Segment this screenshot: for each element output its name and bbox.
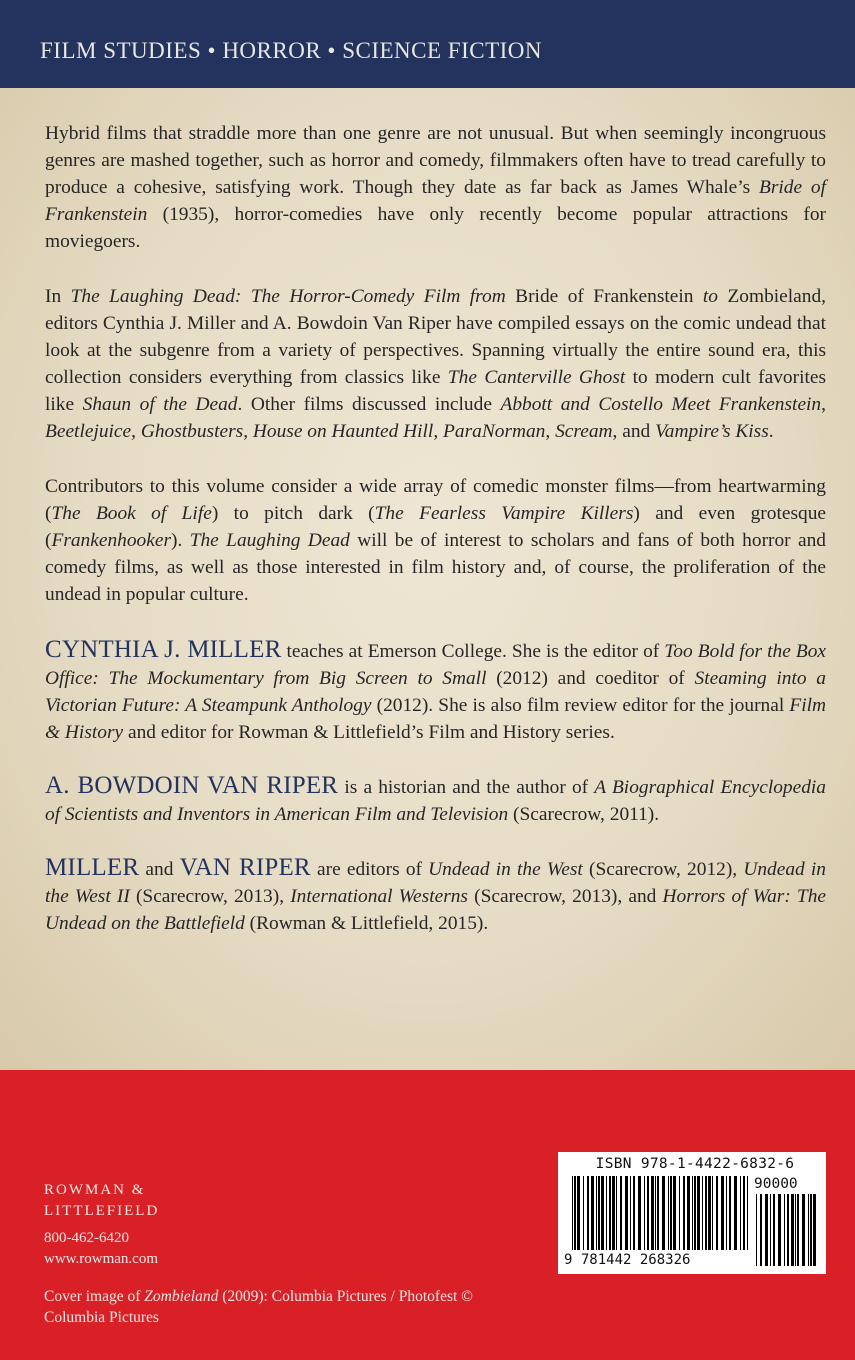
top-band <box>0 0 855 88</box>
italic-title: Beetlejuice <box>45 421 132 442</box>
text-run: to modern cult favorites like <box>45 367 826 415</box>
barcode-bar <box>726 1176 727 1250</box>
text-run: . <box>768 421 774 442</box>
barcode-bar <box>756 1194 757 1266</box>
isbn-label: ISBN 978-1-4422-6832-6 <box>595 1156 795 1172</box>
barcode-bar <box>655 1176 656 1250</box>
text-run: Bride of Frankenstein <box>505 286 703 307</box>
publisher-website: www.rowman.com <box>44 1251 159 1267</box>
publisher-contact <box>44 1228 158 1270</box>
barcode-bar <box>694 1176 696 1250</box>
author-bio-miller <box>45 636 826 746</box>
publisher-phone: 800-462-6420 <box>44 1230 129 1246</box>
italic-title: Ghostbusters <box>140 421 244 442</box>
text-run: Zombieland, editors Cynthia J. Miller and A. Bowdoin Van Riper have compiled essays on the comic undead that look at the subgenre from a variety of perspectives. Spanning virtually the entire sound era, this collection considers everything from classics like <box>45 286 826 388</box>
barcode-bar <box>773 1194 775 1266</box>
barcode-bar <box>638 1176 641 1250</box>
italic-title: International Westerns <box>290 886 468 907</box>
barcode-bar <box>797 1194 799 1266</box>
barcode-bar <box>770 1194 771 1266</box>
italic-title: The Canterville Ghost <box>447 367 626 388</box>
text-run: ) to pitch dark ( <box>211 503 375 524</box>
barcode-bar <box>721 1176 724 1250</box>
barcode-bar <box>810 1194 812 1266</box>
author-name: MILLER <box>45 854 140 881</box>
barcode-bar <box>625 1176 628 1250</box>
barcode-bar <box>808 1194 809 1266</box>
text-run: (Scarecrow, 2013), and <box>467 886 663 907</box>
italic-title: Shaun of the Dead <box>82 394 238 415</box>
barcode-bar <box>577 1176 580 1250</box>
barcode-bar <box>673 1176 676 1250</box>
text-run: Cover image of <box>44 1288 145 1305</box>
barcode-bar <box>668 1176 669 1250</box>
italic-title: ParaNorman <box>443 421 546 442</box>
text-run: , <box>821 394 826 415</box>
author-name: CYNTHIA J. MILLER <box>45 636 282 663</box>
barcode-bar <box>683 1176 685 1250</box>
italic-title: The Fearless Vampire Killers <box>374 503 634 524</box>
text-run: will be of interest to scholars and fans of both horror and comedy films, as well as those interested in film history and, of course, the proliferation of the undead in popular culture. <box>45 530 826 605</box>
author-name: VAN RIPER <box>179 854 311 881</box>
barcode-bar <box>662 1176 665 1250</box>
barcode-bar <box>705 1176 707 1250</box>
publisher-logo <box>44 1180 159 1222</box>
italic-title: Zombieland <box>144 1288 219 1305</box>
barcode-bar <box>734 1176 737 1250</box>
barcode-bar <box>679 1176 680 1250</box>
barcode-bar <box>572 1176 573 1250</box>
italic-title: to <box>702 286 718 307</box>
barcode-bar <box>647 1176 649 1250</box>
cover-image-credit <box>44 1286 504 1328</box>
barcode-bar <box>784 1194 785 1266</box>
text-run: , <box>545 421 556 442</box>
barcode-bar <box>616 1176 617 1250</box>
barcode-bar <box>601 1176 604 1250</box>
barcode-bar <box>729 1176 731 1250</box>
text-run: , <box>131 421 141 442</box>
barcode-bar <box>747 1176 748 1250</box>
barcode-bar <box>609 1176 611 1250</box>
barcode-bar <box>596 1176 597 1250</box>
italic-title: Film & History <box>45 695 826 743</box>
barcode-bar <box>598 1176 600 1250</box>
text-run: (2009): Columbia Pictures / Photofest © Columbia Pictures <box>44 1288 473 1326</box>
text-run: is a historian and the author of <box>338 777 595 798</box>
barcode-bar <box>802 1194 805 1266</box>
italic-title: Undead in the West <box>428 859 583 880</box>
text-run: , and <box>612 421 656 442</box>
barcode-bar <box>765 1194 768 1266</box>
italic-title: Undead in the West II <box>45 859 826 907</box>
barcode-bar <box>651 1176 654 1250</box>
publisher-name-line-2: LITTLEFIELD <box>44 1203 160 1219</box>
italic-title: Bride of Frankenstein <box>45 177 826 225</box>
text-run: are editors of <box>310 859 429 880</box>
barcode-bar <box>583 1176 584 1250</box>
italic-title: Frankenhooker <box>51 530 172 551</box>
blurb-paragraph-2 <box>45 283 826 445</box>
text-run: , <box>243 421 253 442</box>
italic-title: House on Haunted Hill <box>252 421 434 442</box>
isbn-barcode <box>558 1152 826 1274</box>
text-run: (Scarecrow, 2012), <box>582 859 744 880</box>
italic-title: Scream <box>555 421 613 442</box>
barcode-bar <box>670 1176 672 1250</box>
barcode-bar <box>644 1176 645 1250</box>
italic-title: Vampire’s Kiss <box>655 421 769 442</box>
text-run: and editor for Rowman & Littlefield’s Film and History series. <box>123 722 615 743</box>
text-run: , <box>433 421 444 442</box>
text-run: Contributors to this volume consider a wide array of comedic monster films—from heartwarming ( <box>45 476 826 524</box>
barcode-bar <box>630 1176 631 1250</box>
text-run: ). <box>171 530 190 551</box>
editors-note <box>45 854 826 937</box>
barcode-bar <box>620 1176 622 1250</box>
barcode-bar <box>778 1194 781 1266</box>
italic-title: A Biographical Encyclopedia of Scientists and Inventors in American Film and Television <box>45 777 826 825</box>
barcode-bar <box>702 1176 703 1250</box>
barcode-bar <box>697 1176 700 1250</box>
author-bio-van-riper <box>45 772 826 828</box>
text-run: teaches at Emerson College. She is the editor of <box>281 641 665 662</box>
barcode-bar <box>606 1176 607 1250</box>
back-cover-text <box>45 120 826 963</box>
text-run: and <box>139 859 180 880</box>
text-run: (Scarecrow, 2011). <box>508 804 660 825</box>
publisher-name-line-1: ROWMAN & <box>44 1182 146 1198</box>
text-run: (Scarecrow, 2013), <box>129 886 291 907</box>
barcode-bar <box>740 1176 741 1250</box>
text-run: ) and even grotesque ( <box>45 503 826 551</box>
barcode-bar <box>657 1176 659 1250</box>
text-run: (2012) and coeditor of <box>486 668 695 689</box>
blurb-paragraph-1 <box>45 120 826 255</box>
price-code: 90000 <box>754 1176 798 1192</box>
barcode-bar <box>813 1194 816 1266</box>
text-run: (2012). She is also film review editor for the journal <box>371 695 790 716</box>
barcode-bar <box>712 1176 713 1250</box>
barcode-bar <box>795 1194 796 1266</box>
barcode-bar <box>760 1194 762 1266</box>
text-run: (1935), horror-comedies have only recently become popular attractions for moviegoers. <box>45 204 826 252</box>
barcode-bar <box>787 1194 789 1266</box>
barcode-bar <box>687 1176 690 1250</box>
italic-title: Abbott and Costello Meet Frankenstein <box>500 394 822 415</box>
barcode-digits: 9 781442 268326 <box>564 1252 691 1268</box>
barcode-bar <box>791 1194 794 1266</box>
text-run: Hybrid films that straddle more than one genre are not unusual. But when seemingly incongruous genres are mashed together, such as horror and comedy, filmmakers often have to tread carefully to produce a cohesive, satisfying work. Though they date as far back as James Whale’s <box>45 123 826 198</box>
barcode-bar <box>633 1176 635 1250</box>
genre-line: FILM STUDIES • HORROR • SCIENCE FICTION <box>40 38 543 63</box>
italic-title: Steaming into a Victorian Future: A Steampunk Anthology <box>45 668 826 716</box>
barcode-bar <box>708 1176 711 1250</box>
italic-title: The Laughing Dead <box>189 530 350 551</box>
text-run: (Rowman & Littlefield, 2015). <box>244 913 489 934</box>
text-run: . Other films discussed include <box>237 394 501 415</box>
barcode-bar <box>587 1176 589 1250</box>
italic-title: Too Bold for the Box Office: The Mockumentary from Big Screen to Small <box>45 641 827 689</box>
italic-title: The Book of Life <box>51 503 212 524</box>
italic-title: Horrors of War: The Undead on the Battlefield <box>45 886 827 934</box>
author-name: A. BOWDOIN VAN RIPER <box>45 772 339 799</box>
text-run: In <box>45 286 71 307</box>
blurb-paragraph-3 <box>45 473 826 608</box>
barcode-bar <box>716 1176 718 1250</box>
barcode-bar <box>612 1176 615 1250</box>
barcode-bar <box>574 1176 576 1250</box>
barcode-bar <box>743 1176 745 1250</box>
barcode-bar <box>591 1176 594 1250</box>
barcode-bar <box>692 1176 693 1250</box>
italic-title: The Laughing Dead: The Horror-Comedy Film from <box>70 286 506 307</box>
